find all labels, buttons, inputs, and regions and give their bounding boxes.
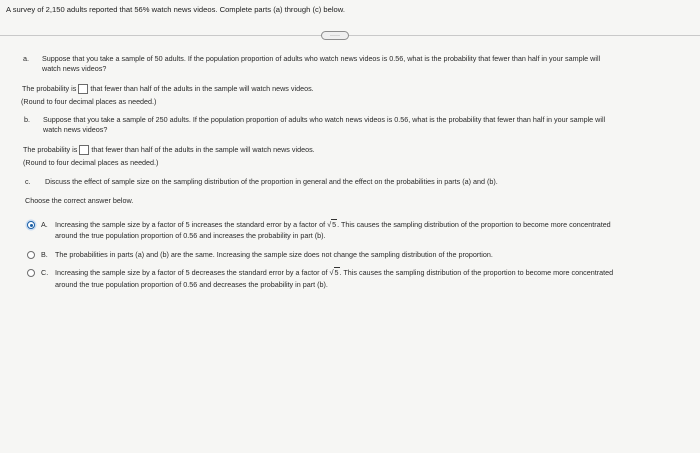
part-b-answer-suffix: that fewer than half of the adults in the sample will watch news videos. <box>91 145 315 154</box>
part-a-answer-row <box>22 84 314 94</box>
part-a-round-note: (Round to four decimal places as needed.) <box>21 97 157 106</box>
option-a-letter: A. <box>41 220 48 229</box>
section-divider <box>0 35 700 36</box>
problem-header: A survey of 2,150 adults reported that 56% watch news videos. Complete parts (a) through (c) below. <box>6 5 345 14</box>
part-c-question: Discuss the effect of sample size on the sampling distribution of the proportion in general and the effect on the probabilities in parts (a) and (b). <box>45 177 498 186</box>
part-a-answer-suffix: that fewer than half of the adults in the sample will watch news videos. <box>90 84 314 93</box>
option-a-radicand: 5 <box>332 220 337 229</box>
more-label: ····· <box>330 32 340 39</box>
option-b-letter: B. <box>41 250 48 259</box>
option-c-radicand: 5 <box>334 268 339 277</box>
option-c-line2: around the true population proportion of 0.56 and decreases the probability in part (b). <box>55 280 328 289</box>
part-a-answer-prefix: The probability is <box>22 84 77 93</box>
option-a-text-before: Increasing the sample size by a factor of 5 increases the standard error by a factor of <box>55 220 326 229</box>
sqrt-symbol: √5 <box>329 268 339 277</box>
option-a-text-after: . This causes the sampling distribution of the proportion to become more concentrated <box>337 220 611 229</box>
sqrt-symbol: √5 <box>327 220 337 229</box>
option-a-line2: around the true population proportion of 0.56 and increases the probability in part (b). <box>55 231 326 240</box>
part-a-question-line2: watch news videos? <box>42 64 107 73</box>
part-c-label: c. <box>25 177 31 186</box>
part-c-instruction: Choose the correct answer below. <box>25 196 134 205</box>
part-b-round-note: (Round to four decimal places as needed.) <box>23 158 159 167</box>
option-b-line1[interactable]: The probabilities in parts (a) and (b) are the same. Increasing the sample size does not change the sampling distribution of the proportion. <box>55 250 493 259</box>
part-b-answer-row <box>23 145 315 155</box>
part-b-question-line1: Suppose that you take a sample of 250 adults. If the population proportion of adults who watch news videos is 0.56, what is the probability that fewer than half in your sample will <box>43 115 606 124</box>
part-b-label: b. <box>24 115 30 124</box>
part-b-answer-input[interactable] <box>79 145 89 155</box>
part-a-label: a. <box>23 54 29 63</box>
part-b-question-line2: watch news videos? <box>43 125 108 134</box>
part-b-answer-prefix: The probability is <box>23 145 78 154</box>
option-a-line1[interactable] <box>55 220 611 229</box>
option-c-text-before: Increasing the sample size by a factor of 5 decreases the standard error by a factor of <box>55 268 328 277</box>
option-c-text-after: . This causes the sampling distribution of the proportion to become more concentrated <box>339 268 614 277</box>
more-options-button[interactable] <box>321 31 349 40</box>
part-a-question-line1: Suppose that you take a sample of 50 adults. If the population proportion of adults who watch news videos is 0.56, what is the probability that fewer than half in your sample will <box>42 54 601 63</box>
option-c-letter: C. <box>41 268 49 277</box>
part-a-answer-input[interactable] <box>78 84 88 94</box>
option-c-radio[interactable] <box>27 269 35 277</box>
option-a-radio[interactable] <box>27 221 35 229</box>
option-b-radio[interactable] <box>27 251 35 259</box>
option-c-line1[interactable] <box>55 268 613 277</box>
